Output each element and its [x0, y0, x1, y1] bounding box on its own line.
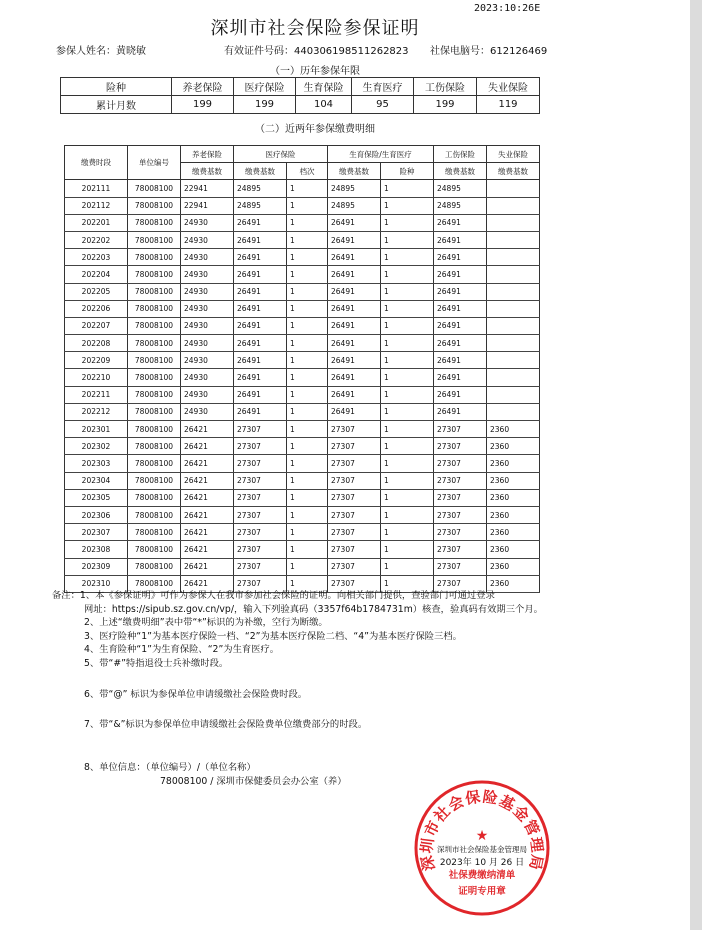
table-cell: 27307 — [328, 558, 381, 575]
subheader-type: 险种 — [381, 163, 434, 180]
table-cell: 1 — [381, 541, 434, 558]
table-cell: 27307 — [234, 506, 287, 523]
table-cell: 24930 — [181, 300, 234, 317]
years-value-row — [61, 96, 540, 114]
note-8: 8、单位信息：（单位编号）/（单位名称） — [84, 762, 256, 773]
table-cell: 78008100 — [128, 438, 181, 455]
table-cell: 27307 — [328, 575, 381, 592]
row-label: 累计月数 — [61, 96, 172, 114]
table-cell: 24930 — [181, 335, 234, 352]
table-cell: 26491 — [234, 352, 287, 369]
table-cell: 26421 — [181, 575, 234, 592]
table-cell: 78008100 — [128, 506, 181, 523]
table-cell: 202205 — [65, 283, 128, 300]
table-cell: 78008100 — [128, 455, 181, 472]
table-cell: 27307 — [234, 558, 287, 575]
table-cell: 202112 — [65, 197, 128, 214]
table-cell: 27307 — [234, 489, 287, 506]
note-1-url: 网址：https://sipub.sz.gov.cn/vp/，输入下列验真码（3357f64b1784731m）核查，验真码有效期三个月。 — [84, 603, 543, 615]
table-cell: 202209 — [65, 352, 128, 369]
table-cell: 27307 — [234, 455, 287, 472]
seal-purpose: 社保费缴纳清单 — [448, 870, 516, 881]
table-cell: 202206 — [65, 300, 128, 317]
table-cell: 24930 — [181, 317, 234, 334]
table-cell: 1 — [381, 180, 434, 197]
table-row — [65, 300, 540, 317]
table-cell: 26491 — [234, 317, 287, 334]
table-cell: 27307 — [328, 472, 381, 489]
table-cell — [487, 386, 540, 403]
table-cell: 24895 — [328, 197, 381, 214]
seal-label: 证明专用章 — [458, 886, 506, 897]
header-cell: 养老保险 — [172, 78, 234, 96]
table-cell: 202309 — [65, 558, 128, 575]
table-cell: 78008100 — [128, 249, 181, 266]
table-cell: 26491 — [234, 300, 287, 317]
table-cell: 27307 — [328, 438, 381, 455]
table-cell: 22941 — [181, 197, 234, 214]
table-cell: 1 — [381, 455, 434, 472]
table-cell: 1 — [381, 231, 434, 248]
table-cell: 26421 — [181, 524, 234, 541]
table-cell: 2360 — [487, 524, 540, 541]
table-row — [65, 180, 540, 197]
table-cell: 202202 — [65, 231, 128, 248]
table-cell: 202305 — [65, 489, 128, 506]
table-cell: 202204 — [65, 266, 128, 283]
table-cell: 202303 — [65, 455, 128, 472]
table-cell: 78008100 — [128, 300, 181, 317]
table-cell: 202310 — [65, 575, 128, 592]
table-cell: 26491 — [434, 369, 487, 386]
table-cell: 24895 — [434, 197, 487, 214]
payment-detail-table — [64, 145, 540, 593]
header-cell: 失业保险 — [477, 78, 540, 96]
table-cell: 1 — [381, 524, 434, 541]
table-cell: 1 — [381, 421, 434, 438]
table-row — [65, 231, 540, 248]
table-cell: 24895 — [434, 180, 487, 197]
table-cell: 1 — [381, 472, 434, 489]
subheader-base: 缴费基数 — [434, 163, 487, 180]
table-cell: 1 — [381, 300, 434, 317]
table-cell: 1 — [287, 283, 328, 300]
table-cell: 26491 — [234, 231, 287, 248]
table-cell: 78008100 — [128, 541, 181, 558]
header-unemployment: 失业保险 — [487, 146, 540, 163]
table-cell: 202207 — [65, 317, 128, 334]
table-cell: 26491 — [434, 403, 487, 420]
table-cell: 26491 — [434, 214, 487, 231]
table-cell: 1 — [287, 575, 328, 592]
table-cell: 26421 — [181, 455, 234, 472]
table-cell: 26491 — [234, 369, 287, 386]
table-cell: 27307 — [328, 455, 381, 472]
table-cell: 1 — [287, 352, 328, 369]
seal-arc-text: 深圳市社会保险基金管理局 — [417, 787, 547, 873]
table-cell: 2360 — [487, 489, 540, 506]
table-row — [65, 489, 540, 506]
table-cell: 24895 — [328, 180, 381, 197]
table-cell: 1 — [287, 455, 328, 472]
table-cell: 202212 — [65, 403, 128, 420]
table-cell: 202203 — [65, 249, 128, 266]
table-cell: 27307 — [234, 472, 287, 489]
table-cell — [487, 266, 540, 283]
table-cell: 27307 — [434, 489, 487, 506]
table-cell: 1 — [287, 249, 328, 266]
table-cell: 24930 — [181, 266, 234, 283]
table-cell: 78008100 — [128, 575, 181, 592]
table-cell: 78008100 — [128, 180, 181, 197]
value-cell: 95 — [352, 96, 414, 114]
table-cell: 26491 — [234, 335, 287, 352]
table-cell: 26421 — [181, 506, 234, 523]
table-cell: 2360 — [487, 506, 540, 523]
table-cell: 1 — [287, 438, 328, 455]
table-cell: 27307 — [434, 421, 487, 438]
table-cell: 1 — [381, 506, 434, 523]
table-cell: 1 — [381, 403, 434, 420]
table-row — [65, 266, 540, 283]
table-cell: 27307 — [434, 438, 487, 455]
table-cell: 202210 — [65, 369, 128, 386]
table-cell: 1 — [287, 386, 328, 403]
header-birth: 生育保险/生育医疗 — [328, 146, 434, 163]
table-cell — [487, 214, 540, 231]
table-cell: 1 — [287, 266, 328, 283]
header-cell: 险种 — [61, 78, 172, 96]
subheader-grade: 档次 — [287, 163, 328, 180]
table-cell: 26491 — [234, 283, 287, 300]
table-row — [65, 403, 540, 420]
detail-header-row — [65, 146, 540, 163]
table-cell: 78008100 — [128, 317, 181, 334]
table-cell: 26491 — [434, 317, 487, 334]
table-cell: 24930 — [181, 231, 234, 248]
table-cell — [487, 249, 540, 266]
table-cell: 26491 — [434, 231, 487, 248]
table-cell: 27307 — [328, 506, 381, 523]
table-cell: 1 — [381, 438, 434, 455]
table-cell: 24930 — [181, 214, 234, 231]
table-cell: 78008100 — [128, 489, 181, 506]
table-cell: 202304 — [65, 472, 128, 489]
note-7: 7、带“&”标识为参保单位申请缓缴社会保险费单位缴费部分的时段。 — [84, 718, 368, 730]
table-cell: 202211 — [65, 386, 128, 403]
table-cell: 1 — [287, 558, 328, 575]
table-cell: 26491 — [328, 335, 381, 352]
table-cell: 78008100 — [128, 352, 181, 369]
subheader-base: 缴费基数 — [234, 163, 287, 180]
value-cell: 119 — [477, 96, 540, 114]
table-cell: 27307 — [434, 524, 487, 541]
table-cell: 24895 — [234, 197, 287, 214]
subheader-base: 缴费基数 — [328, 163, 381, 180]
section2-title: （二）近两年参保缴费明细 — [255, 124, 375, 135]
table-cell: 202208 — [65, 335, 128, 352]
table-cell: 78008100 — [128, 197, 181, 214]
table-row — [65, 541, 540, 558]
table-cell: 2360 — [487, 472, 540, 489]
table-cell: 2360 — [487, 575, 540, 592]
table-cell: 78008100 — [128, 524, 181, 541]
ss-number: 社保电脑号：612126469 — [430, 46, 548, 57]
table-cell: 78008100 — [128, 335, 181, 352]
header-unit: 单位编号 — [128, 146, 181, 180]
table-cell: 1 — [381, 386, 434, 403]
table-cell: 202201 — [65, 214, 128, 231]
table-cell: 27307 — [234, 524, 287, 541]
table-cell: 24895 — [234, 180, 287, 197]
seal-date: 2023年 10 月 26 日 — [439, 858, 525, 868]
table-cell: 78008100 — [128, 403, 181, 420]
note-1: 备注：1、本《参保证明》可作为参保人在我市参加社会保险的证明。向相关部门提供，查验部门可通过登录 — [52, 590, 495, 601]
table-cell: 26491 — [328, 403, 381, 420]
table-cell: 1 — [287, 335, 328, 352]
subheader-base: 缴费基数 — [487, 163, 540, 180]
value-cell: 199 — [172, 96, 234, 114]
header-cell: 生育医疗 — [352, 78, 414, 96]
table-cell: 27307 — [328, 541, 381, 558]
table-cell: 1 — [287, 421, 328, 438]
value-cell: 104 — [296, 96, 352, 114]
table-cell: 24930 — [181, 283, 234, 300]
table-cell: 1 — [287, 472, 328, 489]
table-cell: 26491 — [434, 266, 487, 283]
table-cell: 2360 — [487, 438, 540, 455]
table-cell: 26491 — [328, 266, 381, 283]
table-cell: 1 — [381, 352, 434, 369]
table-cell: 2360 — [487, 455, 540, 472]
note-4: 4、生育险种“1”为生育保险、“2”为生育医疗。 — [84, 644, 280, 655]
table-cell — [487, 283, 540, 300]
header-medical: 医疗保险 — [234, 146, 328, 163]
value-cell: 199 — [234, 96, 296, 114]
print-timestamp: 2023:10:26E — [474, 3, 541, 14]
table-cell — [487, 231, 540, 248]
notes-block — [52, 589, 612, 788]
table-cell — [487, 369, 540, 386]
table-cell: 78008100 — [128, 421, 181, 438]
table-cell: 27307 — [434, 558, 487, 575]
table-cell: 1 — [381, 489, 434, 506]
table-cell: 202307 — [65, 524, 128, 541]
table-cell: 26421 — [181, 421, 234, 438]
table-cell: 26491 — [328, 317, 381, 334]
header-period: 缴费时段 — [65, 146, 128, 180]
header-pension: 养老保险 — [181, 146, 234, 163]
table-cell: 2360 — [487, 421, 540, 438]
viewer-scroll-gutter — [690, 0, 702, 930]
table-cell: 1 — [287, 231, 328, 248]
table-row — [65, 455, 540, 472]
table-cell: 27307 — [434, 506, 487, 523]
table-cell: 26421 — [181, 472, 234, 489]
table-cell: 202306 — [65, 506, 128, 523]
table-cell: 78008100 — [128, 283, 181, 300]
table-cell: 24930 — [181, 403, 234, 420]
table-cell: 1 — [287, 489, 328, 506]
table-cell: 1 — [381, 214, 434, 231]
table-cell: 27307 — [234, 575, 287, 592]
table-cell: 27307 — [434, 541, 487, 558]
table-cell: 78008100 — [128, 266, 181, 283]
table-row — [65, 335, 540, 352]
table-cell: 27307 — [328, 421, 381, 438]
table-cell — [487, 403, 540, 420]
table-row — [65, 249, 540, 266]
table-cell: 27307 — [328, 524, 381, 541]
header-injury: 工伤保险 — [434, 146, 487, 163]
note-5: 5、带“#”特指退役士兵补缴时段。 — [84, 657, 229, 669]
table-row — [65, 369, 540, 386]
table-cell: 26491 — [434, 249, 487, 266]
table-cell: 78008100 — [128, 231, 181, 248]
table-cell: 1 — [381, 197, 434, 214]
table-cell: 26491 — [328, 386, 381, 403]
table-cell: 1 — [287, 197, 328, 214]
table-cell — [487, 317, 540, 334]
header-cell: 医疗保险 — [234, 78, 296, 96]
table-row — [65, 472, 540, 489]
table-cell: 24930 — [181, 352, 234, 369]
table-cell: 26491 — [328, 369, 381, 386]
section1-title: （一）历年参保年限 — [270, 66, 360, 77]
table-cell: 1 — [287, 369, 328, 386]
table-row — [65, 317, 540, 334]
table-cell: 24930 — [181, 249, 234, 266]
table-cell: 27307 — [434, 472, 487, 489]
table-row — [65, 352, 540, 369]
table-cell: 27307 — [234, 541, 287, 558]
table-cell: 78008100 — [128, 214, 181, 231]
table-cell: 27307 — [234, 421, 287, 438]
table-cell — [487, 335, 540, 352]
table-cell: 2360 — [487, 541, 540, 558]
table-cell: 1 — [381, 283, 434, 300]
table-cell: 1 — [381, 575, 434, 592]
table-cell: 26491 — [434, 283, 487, 300]
note-2: 2、上述“缴费明细”表中带“*”标识的为补缴，空行为断缴。 — [84, 617, 328, 628]
table-cell: 26491 — [234, 266, 287, 283]
table-cell: 26491 — [234, 403, 287, 420]
table-cell: 1 — [287, 403, 328, 420]
table-cell — [487, 352, 540, 369]
table-cell: 26491 — [234, 214, 287, 231]
table-cell: 27307 — [434, 455, 487, 472]
table-cell: 1 — [381, 266, 434, 283]
table-cell: 26491 — [434, 352, 487, 369]
table-cell: 1 — [381, 369, 434, 386]
table-cell: 26421 — [181, 558, 234, 575]
header-cell: 生育保险 — [296, 78, 352, 96]
table-cell: 1 — [287, 300, 328, 317]
table-row — [65, 421, 540, 438]
unit-info: 78008100 / 深圳市保健委员会办公室（养） — [160, 775, 347, 787]
table-cell: 22941 — [181, 180, 234, 197]
table-row — [65, 197, 540, 214]
table-row — [65, 214, 540, 231]
table-cell: 78008100 — [128, 472, 181, 489]
note-6: 6、带“@” 标识为参保单位申请缓缴社会保险费时段。 — [84, 689, 308, 700]
table-cell: 26491 — [328, 231, 381, 248]
table-row — [65, 283, 540, 300]
table-row — [65, 558, 540, 575]
years-table — [60, 77, 540, 114]
table-row — [65, 524, 540, 541]
table-cell: 202302 — [65, 438, 128, 455]
table-cell: 27307 — [328, 489, 381, 506]
table-cell: 78008100 — [128, 386, 181, 403]
years-header-row — [61, 78, 540, 96]
table-cell: 202111 — [65, 180, 128, 197]
table-row — [65, 386, 540, 403]
table-cell: 24930 — [181, 369, 234, 386]
table-cell: 26421 — [181, 438, 234, 455]
table-cell: 202308 — [65, 541, 128, 558]
table-cell — [487, 180, 540, 197]
table-cell: 26491 — [434, 335, 487, 352]
seal-issuer: 深圳市社会保险基金管理局 — [437, 845, 527, 854]
table-cell: 26491 — [434, 386, 487, 403]
table-cell: 26491 — [328, 283, 381, 300]
table-cell: 78008100 — [128, 558, 181, 575]
table-cell: 1 — [287, 506, 328, 523]
header-cell: 工伤保险 — [414, 78, 477, 96]
table-cell: 27307 — [434, 575, 487, 592]
table-row — [65, 506, 540, 523]
table-cell: 1 — [381, 249, 434, 266]
insured-name: 参保人姓名：黄晓敏 — [56, 46, 146, 57]
table-cell: 26491 — [328, 352, 381, 369]
table-cell: 202301 — [65, 421, 128, 438]
table-cell: 26491 — [234, 386, 287, 403]
table-cell: 1 — [381, 335, 434, 352]
table-cell: 1 — [287, 180, 328, 197]
table-cell: 26491 — [328, 214, 381, 231]
id-number: 有效证件号码：440306198511262823 — [224, 46, 409, 57]
table-cell: 26421 — [181, 541, 234, 558]
table-cell: 24930 — [181, 386, 234, 403]
table-cell: 26491 — [234, 249, 287, 266]
table-cell — [487, 300, 540, 317]
table-cell: 1 — [287, 541, 328, 558]
table-cell: 1 — [287, 317, 328, 334]
table-cell: 26491 — [328, 300, 381, 317]
table-cell: 1 — [381, 558, 434, 575]
note-3: 3、医疗险种“1”为基本医疗保险一档、“2”为基本医疗保险二档、“4”为基本医疗保险三档。 — [84, 630, 462, 642]
table-cell: 2360 — [487, 558, 540, 575]
table-cell: 27307 — [234, 438, 287, 455]
table-cell: 26491 — [434, 300, 487, 317]
detail-rows — [65, 180, 540, 593]
table-cell — [487, 197, 540, 214]
seal-star-icon: ★ — [475, 828, 489, 844]
table-cell: 1 — [287, 524, 328, 541]
table-cell: 1 — [287, 214, 328, 231]
subheader-base: 缴费基数 — [181, 163, 234, 180]
table-cell: 1 — [381, 317, 434, 334]
table-cell: 26491 — [328, 249, 381, 266]
table-cell: 26421 — [181, 489, 234, 506]
value-cell: 199 — [414, 96, 477, 114]
official-seal — [412, 778, 552, 918]
page-title: 深圳市社会保险参保证明 — [210, 18, 420, 39]
table-cell: 78008100 — [128, 369, 181, 386]
table-row — [65, 438, 540, 455]
